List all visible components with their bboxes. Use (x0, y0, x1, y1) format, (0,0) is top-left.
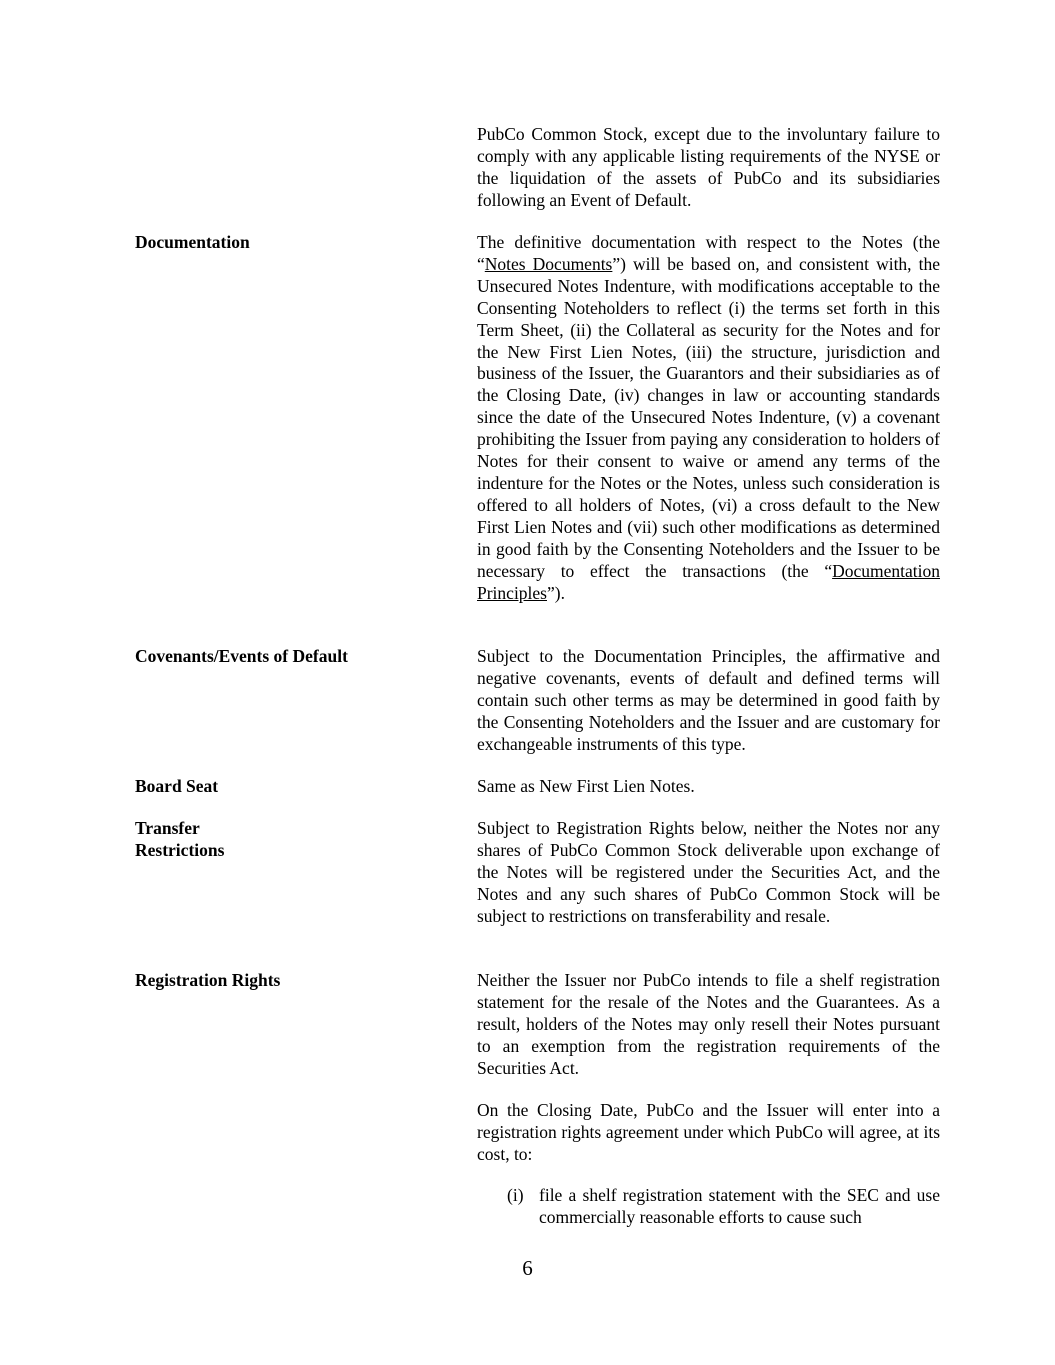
registration-rights-label: Registration Rights (135, 970, 281, 990)
documentation-text-middle: ”) will be based on, and consistent with, the Unsecured Notes Indenture, with modifications acceptable to the Consenting Noteholders to reflect (i) the terms set forth in this Term Sheet, (ii) the Collateral as security for the Notes and for the New First Lien Notes, (iii) the structure, jurisdiction and business of the Issuer, the Guarantors and their subsidiaries as of the Closing Date, (iv) changes in law or accounting standards since the date of the Unsecured Notes Indenture, (v) a covenant prohibiting the Issuer from paying any consideration to holders of Notes for their consent to waive or amend any terms of the indenture for the Notes or the Notes, unless such consideration is offered to all holders of Notes, (vi) a cross default to the New First Lien Notes and (vii) such other modifications as determined in good faith by the Consenting Noteholders and the Issuer to be necessary to effect the transactions (the “ (477, 253, 940, 581)
registration-rights-paragraph-2: On the Closing Date, PubCo and the Issuer will enter into a registration rights agreement under which PubCo will agree, at its cost, to: (477, 1100, 940, 1164)
list-item-text: file a shelf registration statement with the SEC and use commercially reasonable efforts to cause such (539, 1185, 940, 1227)
transfer-label-line2: Restrictions (135, 839, 225, 860)
documentation-text-end: ”). (547, 582, 565, 603)
list-item-number: (i) (507, 1185, 524, 1205)
board-seat-paragraph: Same as New First Lien Notes. (477, 776, 695, 796)
page-number: 6 (522, 1256, 533, 1280)
covenants-paragraph: Subject to the Documentation Principles, the affirmative and negative covenants, events of default and defined terms will contain such other terms as may be determined in good faith by the Consenting Noteholders and the Issuer and are customary for exchangeable instruments of this type. (477, 646, 940, 754)
defined-term-documentation-principles: Documentation Principles (477, 560, 940, 603)
documentation-label: Documentation (135, 232, 250, 252)
covenants-label: Covenants/Events of Default (135, 646, 348, 666)
board-seat-label: Board Seat (135, 776, 219, 796)
transfer-restrictions-paragraph: Subject to Registration Rights below, neither the Notes nor any shares of PubCo Common Stock deliverable upon exchange of the Notes will be registered under the Securities Act, and the Notes and any such shares of PubCo Common Stock will be subject to restrictions on transferability and resale. (477, 818, 940, 926)
transfer-label-line1: Transfer (135, 818, 200, 838)
transfer-restrictions-label (135, 818, 455, 862)
documentation-text-start: The definitive documentation with respect to the Notes (the “ (477, 232, 940, 274)
defined-term-notes-documents: Notes Documents (484, 253, 613, 274)
registration-rights-paragraph-1: Neither the Issuer nor PubCo intends to file a shelf registration statement for the resale of the Notes and the Guarantees. As a result, holders of the Notes may only resell their Notes pursuant to an exemption from the registration requirements of the Securities Act. (477, 970, 940, 1078)
documentation-paragraph (477, 232, 940, 604)
intro-paragraph: PubCo Common Stock, except due to the involuntary failure to comply with any applicable listing requirements of the NYSE or the liquidation of the assets of PubCo and its subsidiaries following an Event of Default. (477, 124, 940, 210)
